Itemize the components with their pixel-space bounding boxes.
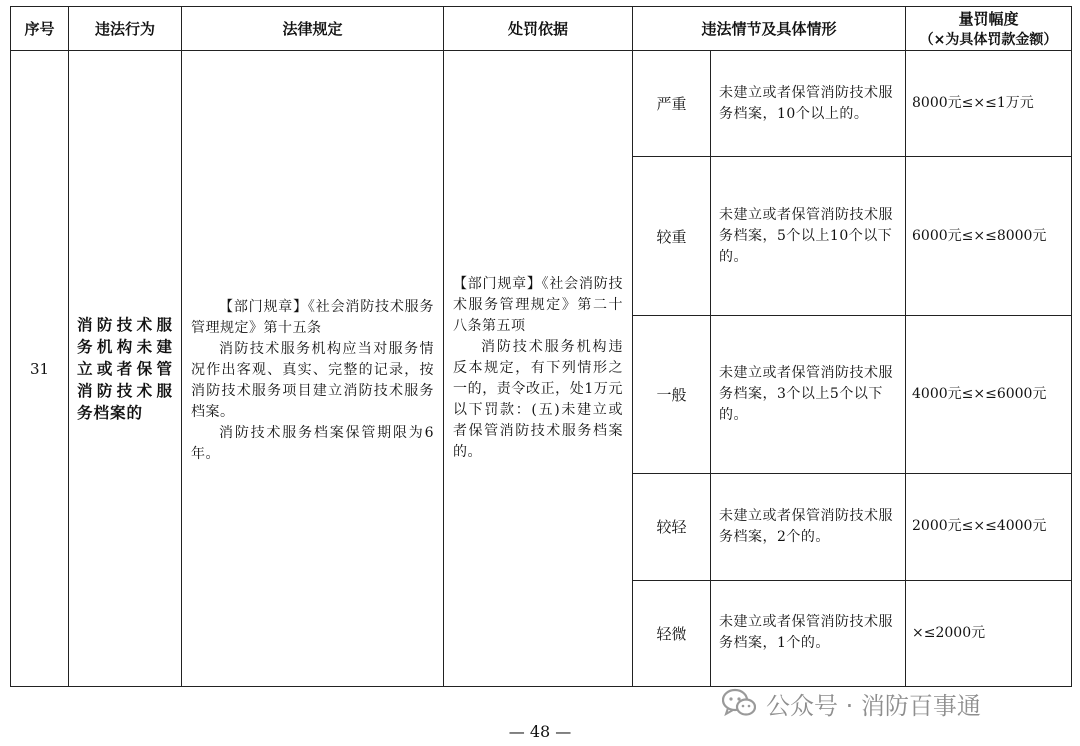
- page-number: — 48 —: [508, 722, 572, 741]
- row-seq: 31: [11, 51, 69, 687]
- circumstance-minor: 未建立或者保管消防技术服务档案，2个的。: [711, 474, 906, 580]
- circumstance-slight: 未建立或者保管消防技术服务档案，1个的。: [711, 580, 906, 686]
- row-basis: [444, 51, 633, 687]
- header-violation: 违法行为: [69, 7, 182, 51]
- circumstance-severe: 未建立或者保管消防技术服务档案，10个以上的。: [711, 51, 906, 157]
- header-basis: 处罚依据: [444, 7, 633, 51]
- level-severe: 严重: [633, 51, 711, 157]
- header-range-title: 量罚幅度: [958, 10, 1019, 28]
- row-violation: 消防技术服务机构未建立或者保管消防技术服务档案的: [69, 51, 182, 687]
- range-general: 4000元≤×≤6000元: [906, 315, 1072, 473]
- law-body-2: 消防技术服务档案保管期限为6年。: [191, 425, 434, 462]
- range-minor: 2000元≤×≤4000元: [906, 474, 1072, 580]
- watermark: [722, 684, 981, 722]
- penalty-table: [10, 6, 1072, 687]
- level-serious: 较重: [633, 157, 711, 315]
- level-minor: 较轻: [633, 474, 711, 580]
- range-severe: 8000元≤×≤1万元: [906, 51, 1072, 157]
- watermark-text: 公众号 · 消防百事通: [766, 691, 981, 720]
- table-header-row: [11, 7, 1072, 51]
- circumstance-general: 未建立或者保管消防技术服务档案，3个以上5个以下的。: [711, 315, 906, 473]
- basis-body: 消防技术服务机构违反本规定，有下列情形之一的，责令改正，处1万元以下罚款：(五)未建立或者保管消防技术服务档案的。: [453, 339, 623, 460]
- header-law: 法律规定: [182, 7, 444, 51]
- range-slight: ×≤2000元: [906, 580, 1072, 686]
- basis-title: 【部门规章】《社会消防技术服务管理规定》第二十八条第五项: [453, 276, 623, 334]
- row-law: [182, 51, 444, 687]
- range-serious: 6000元≤×≤8000元: [906, 157, 1072, 315]
- law-body-1: 消防技术服务机构应当对服务情况作出客观、真实、完整的记录，按消防技术服务项目建立消防技术服务档案。: [191, 341, 434, 420]
- level-general: 一般: [633, 315, 711, 473]
- table-row: [11, 51, 1072, 157]
- header-seq: 序号: [11, 7, 69, 51]
- level-slight: 轻微: [633, 580, 711, 686]
- law-title: 【部门规章】《社会消防技术服务管理规定》第十五条: [191, 299, 434, 336]
- header-range: [906, 7, 1072, 51]
- circumstance-serious: 未建立或者保管消防技术服务档案，5个以上10个以下的。: [711, 157, 906, 315]
- header-range-note: （×为具体罚款金额）: [919, 32, 1058, 48]
- header-circumstance: 违法情节及具体情形: [633, 7, 906, 51]
- wechat-icon: [722, 688, 756, 718]
